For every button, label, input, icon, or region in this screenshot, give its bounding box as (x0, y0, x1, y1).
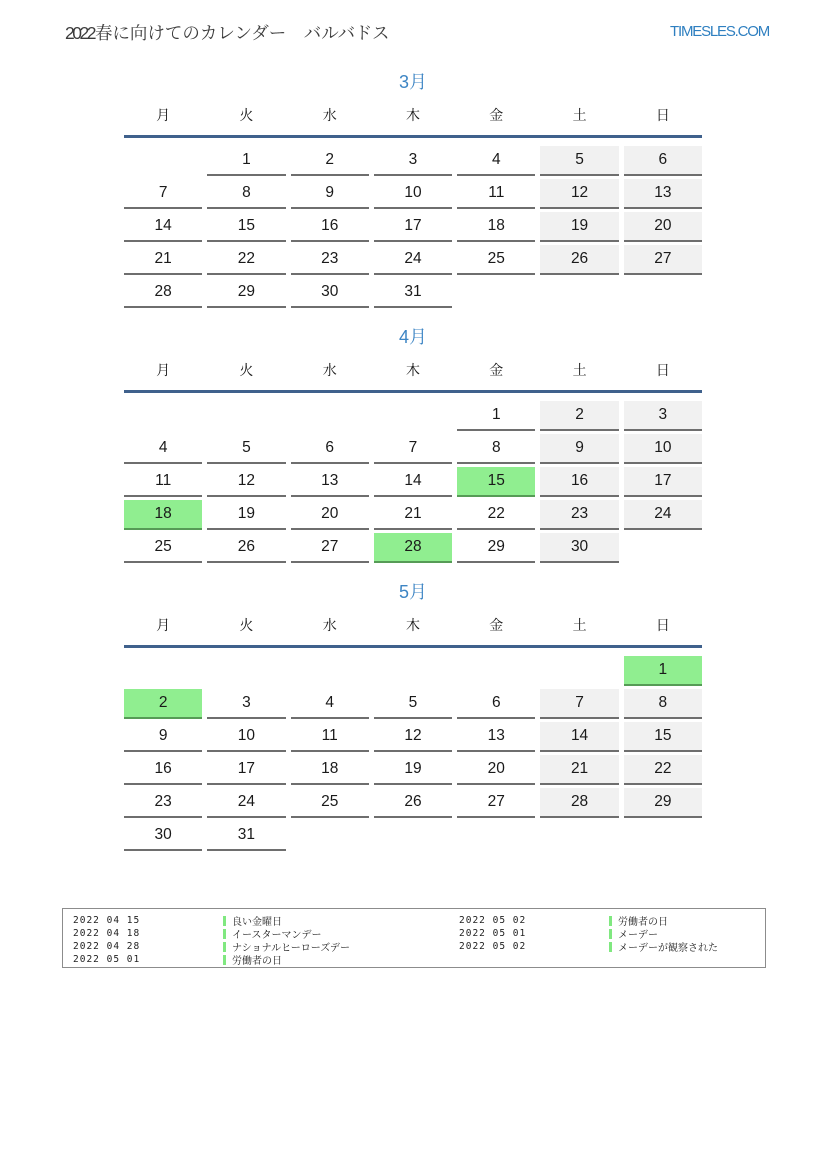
weekday-label: 日 (655, 362, 670, 378)
empty-cell (207, 401, 285, 431)
month-block (124, 325, 702, 563)
day-cell: 31 (374, 278, 452, 308)
day-cell: 19 (374, 755, 452, 785)
day-cell: 13 (624, 179, 702, 209)
week-row (124, 434, 702, 464)
legend-holiday-name: イースターマンデー (232, 930, 322, 941)
day-cell: 1 (624, 656, 702, 686)
week-row (124, 821, 702, 851)
weekday-label: 金 (489, 107, 504, 123)
empty-cell (124, 146, 202, 176)
legend-holiday-name: メーデーが観察された (618, 943, 718, 954)
day-cell: 10 (624, 434, 702, 464)
day-cell: 3 (207, 689, 285, 719)
day-cell: 7 (124, 179, 202, 209)
weekday-label: 日 (655, 107, 670, 123)
day-cell: 12 (374, 722, 452, 752)
week-row (124, 788, 702, 818)
day-cell: 17 (207, 755, 285, 785)
weekday-label: 火 (239, 617, 254, 633)
day-cell: 2 (540, 401, 618, 431)
day-cell: 8 (207, 179, 285, 209)
week-row (124, 722, 702, 752)
day-cell: 8 (624, 689, 702, 719)
day-cell: 9 (540, 434, 618, 464)
holiday-legend (62, 908, 766, 968)
day-cell: 8 (457, 434, 535, 464)
legend-entry (459, 940, 755, 953)
day-cell: 28 (374, 533, 452, 563)
weekday-label: 土 (572, 107, 587, 123)
weekday-row (124, 106, 702, 138)
holiday-marker-bar (223, 942, 226, 952)
week-row (124, 755, 702, 785)
day-cell: 16 (291, 212, 369, 242)
day-cell: 30 (124, 821, 202, 851)
day-cell: 14 (374, 467, 452, 497)
day-cell: 26 (207, 533, 285, 563)
day-cell: 24 (374, 245, 452, 275)
empty-cell (540, 278, 618, 308)
legend-col-left (73, 914, 459, 967)
day-cell: 6 (291, 434, 369, 464)
legend-date: 2022 05 02 (459, 941, 527, 952)
day-cell: 19 (540, 212, 618, 242)
day-cell: 20 (291, 500, 369, 530)
day-cell: 13 (457, 722, 535, 752)
day-cell: 11 (124, 467, 202, 497)
day-cell: 9 (124, 722, 202, 752)
day-cell: 5 (207, 434, 285, 464)
weekday-row (124, 361, 702, 393)
page-title-text: 春に向けてのカレンダー バルバドス (94, 23, 390, 43)
weekday-label: 木 (405, 362, 420, 378)
day-cell: 2 (124, 689, 202, 719)
empty-cell (374, 821, 452, 851)
legend-holiday-name: 労働者の日 (232, 956, 282, 967)
day-cell: 3 (374, 146, 452, 176)
week-row (124, 401, 702, 431)
day-cell: 26 (374, 788, 452, 818)
day-cell: 15 (624, 722, 702, 752)
legend-holiday-name: メーデー (618, 930, 658, 941)
day-cell: 3 (624, 401, 702, 431)
weekday-label: 水 (322, 617, 337, 633)
legend-holiday-name: ナショナルヒーローズデー (232, 943, 350, 954)
day-cell: 2 (291, 146, 369, 176)
weekday-label: 水 (322, 107, 337, 123)
day-cell: 14 (124, 212, 202, 242)
weekday-label: 木 (405, 617, 420, 633)
day-cell: 7 (540, 689, 618, 719)
day-cell: 24 (207, 788, 285, 818)
day-cell: 25 (124, 533, 202, 563)
week-row (124, 245, 702, 275)
day-cell: 26 (540, 245, 618, 275)
week-row (124, 500, 702, 530)
weekday-label: 火 (239, 107, 254, 123)
day-cell: 9 (291, 179, 369, 209)
day-cell: 12 (540, 179, 618, 209)
weekday-label: 木 (405, 107, 420, 123)
day-cell: 23 (291, 245, 369, 275)
day-cell: 25 (457, 245, 535, 275)
empty-cell (624, 533, 702, 563)
day-cell: 6 (457, 689, 535, 719)
day-cell: 13 (291, 467, 369, 497)
month-block (124, 70, 702, 308)
day-cell: 14 (540, 722, 618, 752)
day-cell: 18 (291, 755, 369, 785)
weekday-label: 土 (572, 617, 587, 633)
empty-cell (457, 821, 535, 851)
day-cell: 31 (207, 821, 285, 851)
day-cell: 22 (624, 755, 702, 785)
holiday-marker-bar (609, 942, 612, 952)
day-cell: 4 (124, 434, 202, 464)
weekday-label: 金 (489, 362, 504, 378)
legend-date: 2022 04 15 (73, 915, 141, 926)
holiday-marker-bar (223, 929, 226, 939)
day-cell: 21 (374, 500, 452, 530)
empty-cell (124, 656, 202, 686)
weekday-label: 金 (489, 617, 504, 633)
legend-entry (459, 914, 755, 927)
week-row (124, 467, 702, 497)
weekday-label: 日 (655, 617, 670, 633)
day-cell: 29 (207, 278, 285, 308)
legend-date: 2022 05 02 (459, 915, 527, 926)
day-cell: 1 (207, 146, 285, 176)
day-cell: 18 (124, 500, 202, 530)
page-title (65, 20, 390, 45)
month-title: 4月 (398, 327, 427, 347)
weekday-row (124, 616, 702, 648)
day-cell: 17 (374, 212, 452, 242)
month-grid (124, 146, 702, 308)
legend-holiday-name: 良い金曜日 (232, 917, 282, 928)
day-cell: 21 (124, 245, 202, 275)
weekday-label: 火 (239, 362, 254, 378)
legend-date: 2022 05 01 (73, 954, 141, 965)
timesles-logo-link[interactable]: TIMESLES.COM (670, 23, 769, 40)
empty-cell (291, 656, 369, 686)
day-cell: 29 (457, 533, 535, 563)
day-cell: 4 (457, 146, 535, 176)
weekday-label: 水 (322, 362, 337, 378)
day-cell: 27 (624, 245, 702, 275)
day-cell: 10 (374, 179, 452, 209)
empty-cell (291, 821, 369, 851)
day-cell: 20 (457, 755, 535, 785)
day-cell: 28 (540, 788, 618, 818)
day-cell: 23 (540, 500, 618, 530)
day-cell: 22 (207, 245, 285, 275)
legend-date: 2022 04 28 (73, 941, 141, 952)
day-cell: 24 (624, 500, 702, 530)
weekday-label: 月 (156, 617, 171, 633)
day-cell: 7 (374, 434, 452, 464)
empty-cell (374, 401, 452, 431)
empty-cell (374, 656, 452, 686)
legend-entry (73, 953, 459, 966)
empty-cell (624, 278, 702, 308)
page-title-year: 2022 (65, 23, 94, 43)
week-row (124, 146, 702, 176)
weekday-label: 土 (572, 362, 587, 378)
empty-cell (540, 656, 618, 686)
day-cell: 21 (540, 755, 618, 785)
day-cell: 23 (124, 788, 202, 818)
empty-cell (124, 401, 202, 431)
day-cell: 19 (207, 500, 285, 530)
holiday-marker-bar (223, 916, 226, 926)
day-cell: 20 (624, 212, 702, 242)
month-title: 5月 (398, 582, 427, 602)
months (124, 70, 702, 868)
day-cell: 15 (207, 212, 285, 242)
day-cell: 30 (291, 278, 369, 308)
day-cell: 12 (207, 467, 285, 497)
weekday-label: 月 (156, 107, 171, 123)
day-cell: 1 (457, 401, 535, 431)
week-row (124, 656, 702, 686)
day-cell: 16 (540, 467, 618, 497)
week-row (124, 179, 702, 209)
day-cell: 15 (457, 467, 535, 497)
holiday-marker-bar (609, 916, 612, 926)
day-cell: 22 (457, 500, 535, 530)
day-cell: 30 (540, 533, 618, 563)
empty-cell (624, 821, 702, 851)
day-cell: 17 (624, 467, 702, 497)
day-cell: 5 (374, 689, 452, 719)
day-cell: 18 (457, 212, 535, 242)
legend-col-right (459, 914, 755, 962)
day-cell: 27 (457, 788, 535, 818)
day-cell: 25 (291, 788, 369, 818)
day-cell: 4 (291, 689, 369, 719)
holiday-marker-bar (609, 929, 612, 939)
day-cell: 5 (540, 146, 618, 176)
day-cell: 10 (207, 722, 285, 752)
day-cell: 6 (624, 146, 702, 176)
empty-cell (457, 278, 535, 308)
day-cell: 11 (291, 722, 369, 752)
day-cell: 28 (124, 278, 202, 308)
legend-date: 2022 04 18 (73, 928, 141, 939)
empty-cell (540, 821, 618, 851)
empty-cell (207, 656, 285, 686)
week-row (124, 533, 702, 563)
empty-cell (457, 656, 535, 686)
week-row (124, 689, 702, 719)
month-grid (124, 656, 702, 851)
week-row (124, 212, 702, 242)
month-grid (124, 401, 702, 563)
day-cell: 27 (291, 533, 369, 563)
legend-holiday-name: 労働者の日 (618, 917, 668, 928)
holiday-marker-bar (223, 955, 226, 965)
day-cell: 29 (624, 788, 702, 818)
day-cell: 16 (124, 755, 202, 785)
month-title: 3月 (398, 72, 427, 92)
month-block (124, 580, 702, 851)
weekday-label: 月 (156, 362, 171, 378)
day-cell: 11 (457, 179, 535, 209)
empty-cell (291, 401, 369, 431)
week-row (124, 278, 702, 308)
legend-date: 2022 05 01 (459, 928, 527, 939)
